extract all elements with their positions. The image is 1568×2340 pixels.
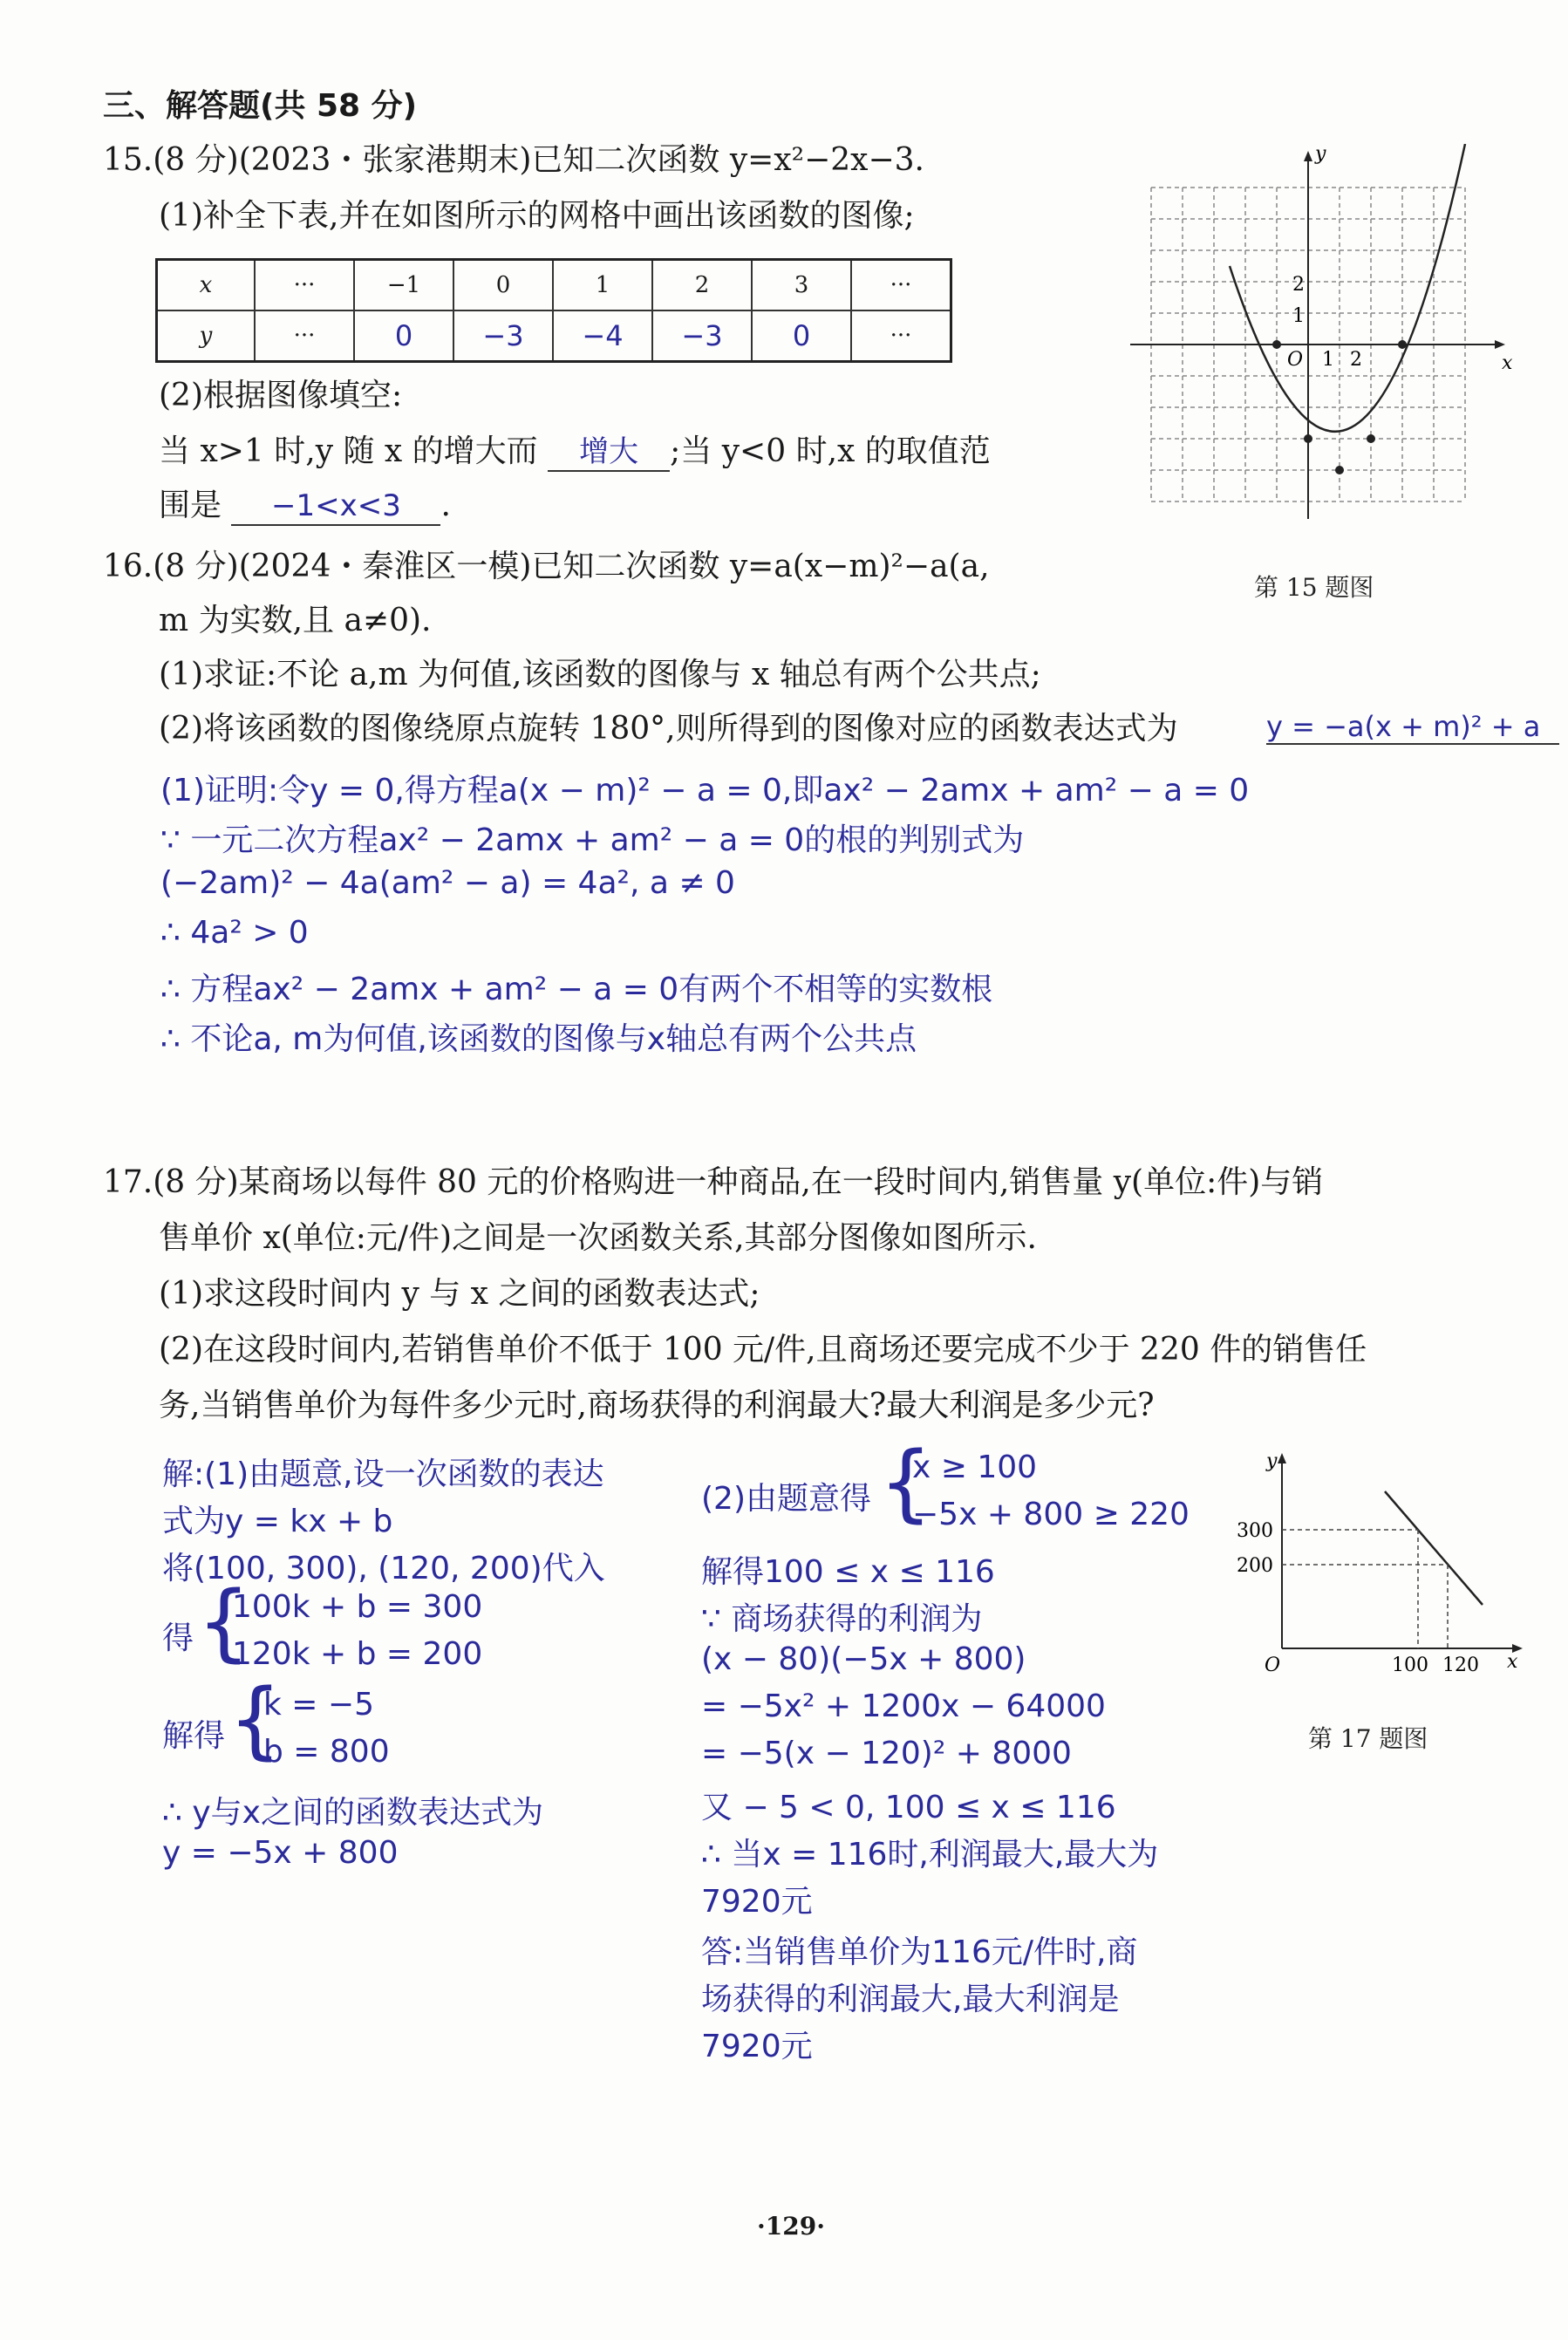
table-cell: ··· <box>255 260 354 311</box>
origin-label: O <box>1265 1654 1281 1676</box>
table-cell: 1 <box>553 260 652 311</box>
table-row <box>157 310 951 362</box>
table-cell: −1 <box>354 260 453 311</box>
q17-sol-a-line: ∴ y与x之间的函数表达式为 <box>162 1795 543 1831</box>
q17-stem-1: 17.(8 分)某商场以每件 80 元的价格购进一种商品,在一段时间内,销售量 y(单位:件)与销 <box>103 1164 1324 1200</box>
graph-point <box>1272 340 1281 349</box>
q17-sol-a-line: 式为y = kx + b <box>162 1504 393 1539</box>
table-cell: ··· <box>851 260 951 311</box>
q16-solution-line: ∴ 不论a, m为何值,该函数的图像与x轴总有两个公共点 <box>160 1021 917 1057</box>
q16-part2-answer: y = −a(x + m)² + a <box>1266 710 1559 745</box>
q17-sol-a-de: 得 <box>162 1620 194 1656</box>
table-answer-cell: −4 <box>553 310 652 362</box>
q17-sol-b-line: 7920元 <box>701 1884 813 1920</box>
q15-part2: (2)根据图像填空: <box>159 378 403 413</box>
graph-point <box>1335 466 1344 474</box>
tick-label: 300 <box>1237 1520 1273 1542</box>
tick-label: 2 <box>1350 349 1362 371</box>
graph-point <box>1367 434 1375 443</box>
q17-sol-b-line: 答:当销售单价为116元/件时,商 <box>701 1934 1138 1970</box>
q16-part2: (2)将该函数的图像绕原点旋转 180°,则所得到的图像对应的函数表达式为 <box>159 711 1178 747</box>
q17-system-eq: b = 800 <box>263 1734 390 1770</box>
q17-sol-b-line: ∵ 商场获得的利润为 <box>701 1601 983 1637</box>
q15-answer-range: −1<x<3 <box>231 488 440 526</box>
q17-system-eq: 100k + b = 300 <box>232 1589 483 1625</box>
q15-answer-increase: 增大 <box>548 434 670 472</box>
q15-line-end: . <box>440 488 451 523</box>
q15-line-b: ;当 y<0 时,x 的取值范 <box>670 433 991 469</box>
table-cell: 2 <box>652 260 752 311</box>
q17-figure-caption: 第 17 题图 <box>1308 1724 1428 1753</box>
q16-stem-2: m 为实数,且 a≠0). <box>159 603 432 638</box>
q15-stem: 15.(8 分)(2023・张家港期末)已知二次函数 y=x²−2x−3. <box>103 142 924 178</box>
q17-sol-a-line: y = −5x + 800 <box>162 1835 399 1871</box>
q17-sol-a-jiede: 解得 <box>162 1718 226 1754</box>
tick-label: 2 <box>1292 274 1305 296</box>
q17-system-eq: k = −5 <box>263 1687 374 1723</box>
table-answer-cell: 0 <box>752 310 851 362</box>
q17-sol-b-line: = −5x² + 1200x − 64000 <box>701 1688 1106 1724</box>
q16-solution-line: ∴ 方程ax² − 2amx + am² − a = 0有两个不相等的实数根 <box>160 972 993 1007</box>
q17-system-eq: −5x + 800 ≥ 220 <box>912 1497 1190 1532</box>
q15-parabola-graph <box>1125 144 1526 528</box>
origin-label: O <box>1287 349 1304 371</box>
q17-part2b: 务,当销售单价为每件多少元时,商场获得的利润最大?最大利润是多少元? <box>159 1388 1155 1423</box>
graph-point <box>1304 434 1312 443</box>
q16-solution-line: (−2am)² − 4a(am² − a) = 4a², a ≠ 0 <box>160 865 735 901</box>
x-axis-label: x <box>1507 1651 1518 1673</box>
q15-line-c: 围是 <box>159 488 222 523</box>
tick-label: 100 <box>1392 1654 1428 1676</box>
q17-sol-b-line: 又 − 5 < 0, 100 ≤ x ≤ 116 <box>701 1790 1116 1825</box>
q16-stem-1: 16.(8 分)(2024・秦淮区一模)已知二次函数 y=a(x−m)²−a(a, <box>103 549 990 584</box>
q17-sol-a-line: 解:(1)由题意,设一次函数的表达 <box>162 1457 604 1492</box>
tick-label: 1 <box>1292 305 1305 327</box>
q15-fill-line-1 <box>159 433 991 472</box>
q17-stem-2: 售单价 x(单位:元/件)之间是一次函数关系,其部分图像如图所示. <box>159 1220 1037 1256</box>
q16-solution-line: ∵ 一元二次方程ax² − 2amx + am² − a = 0的根的判别式为 <box>160 822 1025 858</box>
q17-sol-b-line: 7920元 <box>701 2029 813 2064</box>
q17-sol-b-line: 场获得的利润最大,最大利润是 <box>701 1982 1120 2017</box>
q17-sol-a-line: 将(100, 300), (120, 200)代入 <box>162 1551 605 1586</box>
q17-sol-b-head: (2)由题意得 <box>701 1481 871 1517</box>
tick-label: 200 <box>1237 1555 1273 1577</box>
q17-sol-b-line: (x − 80)(−5x + 800) <box>701 1641 1026 1677</box>
section-title: 三、解答题(共 58 分) <box>103 88 418 124</box>
table-cell: y <box>157 310 256 362</box>
y-axis-label: y <box>1315 144 1326 165</box>
q17-part1: (1)求这段时间内 y 与 x 之间的函数表达式; <box>159 1276 760 1312</box>
q17-system-eq: 120k + b = 200 <box>232 1636 483 1672</box>
q15-fill-line-2 <box>159 487 451 526</box>
q16-solution-line: (1)证明:令y = 0,得方程a(x − m)² − a = 0,即ax² − 2amx + am² − a = 0 <box>160 773 1250 808</box>
table-row <box>157 260 951 311</box>
q17-linear-graph <box>1230 1448 1526 1683</box>
tick-label: 1 <box>1322 349 1334 371</box>
page-number: ·129· <box>757 2212 825 2241</box>
table-answer-cell: −3 <box>453 310 553 362</box>
graph-point <box>1398 340 1407 349</box>
q17-system-eq: x ≥ 100 <box>912 1450 1038 1485</box>
q15-line-a: 当 x>1 时,y 随 x 的增大而 <box>159 433 538 469</box>
table-cell: x <box>157 260 256 311</box>
q15-part1: (1)补全下表,并在如图所示的网格中画出该函数的图像; <box>159 198 915 234</box>
x-axis-label: x <box>1502 352 1513 374</box>
table-answer-cell: −3 <box>652 310 752 362</box>
q17-sol-b-line: = −5(x − 120)² + 8000 <box>701 1736 1072 1771</box>
q15-value-table <box>155 258 952 363</box>
demand-line <box>1385 1491 1483 1605</box>
table-cell: 0 <box>453 260 553 311</box>
y-axis-label: y <box>1266 1450 1278 1472</box>
table-cell: ··· <box>851 310 951 362</box>
system-brace-icon: { <box>879 1434 933 1532</box>
tick-label: 120 <box>1442 1654 1479 1676</box>
system-brace-icon: { <box>197 1573 251 1671</box>
q16-solution-line: ∴ 4a² > 0 <box>160 915 309 951</box>
q16-part1: (1)求证:不论 a,m 为何值,该函数的图像与 x 轴总有两个公共点; <box>159 657 1041 692</box>
q17-part2a: (2)在这段时间内,若销售单价不低于 100 元/件,且商场还要完成不少于 220 件的销售任 <box>159 1332 1367 1368</box>
q17-sol-b-line: ∴ 当x = 116时,利润最大,最大为 <box>701 1837 1159 1873</box>
q15-figure-caption: 第 15 题图 <box>1254 573 1374 602</box>
q17-sol-b-line: 解得100 ≤ x ≤ 116 <box>701 1554 995 1590</box>
system-brace-icon: { <box>228 1671 283 1769</box>
table-cell: ··· <box>255 310 354 362</box>
table-answer-cell: 0 <box>354 310 453 362</box>
table-cell: 3 <box>752 260 851 311</box>
